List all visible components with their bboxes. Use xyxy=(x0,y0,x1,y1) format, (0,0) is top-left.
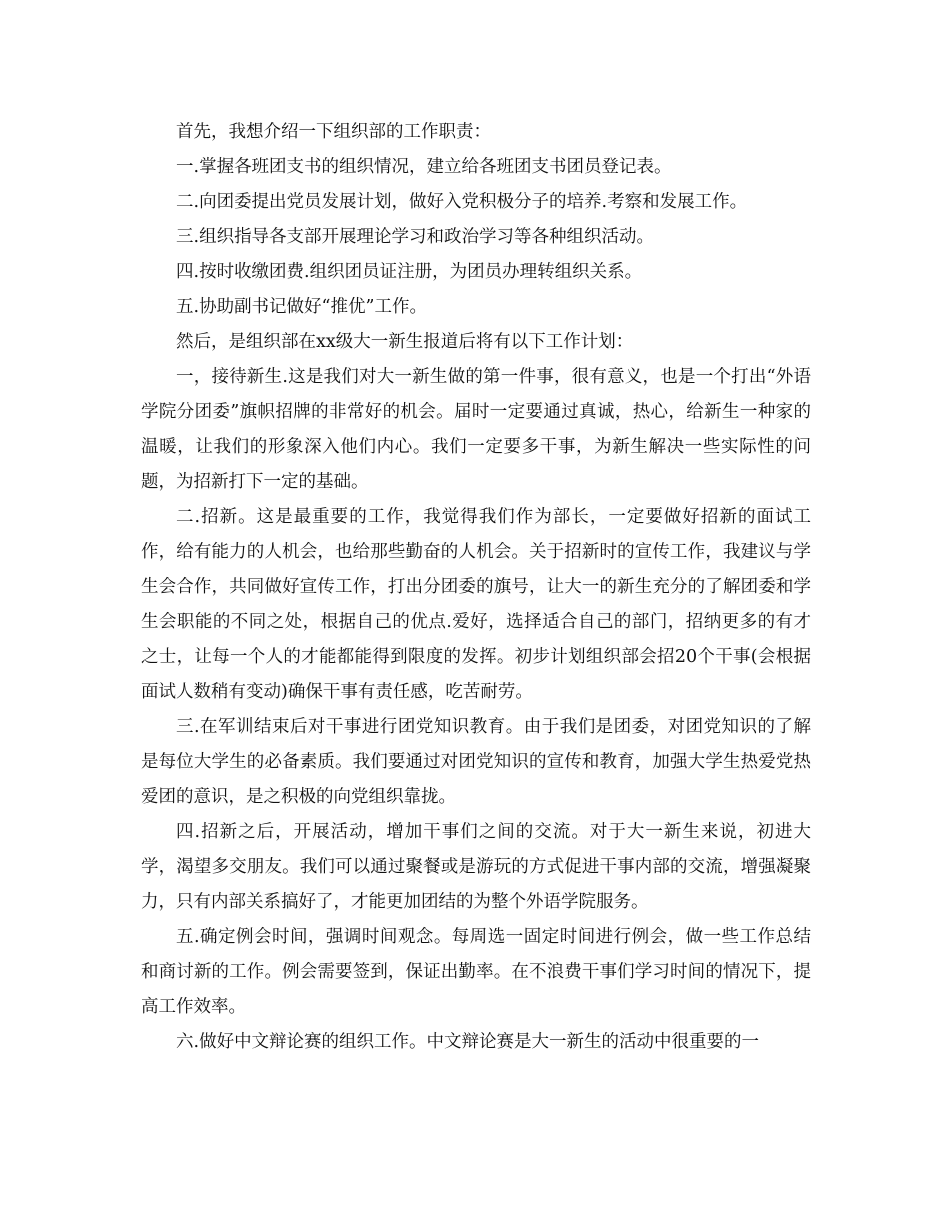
paragraph-plan-5: 五.确定例会时间，强调时间观念。每周选一固定时间进行例会，做一些工作总结和商讨新的工作。例会需要签到，保证出勤率。在不浪费干事们学习时间的情况下，提高工作效率。 xyxy=(141,927,811,1017)
paragraph-duty-1: 一.掌握各班团支书的组织情况，建立给各班团支书团员登记表。 xyxy=(176,157,672,177)
paragraph-plan-4: 四.招新之后，开展活动，增加干事们之间的交流。对于大一新生来说，初进大学，渴望多交朋友。我们可以通过聚餐或是游玩的方式促进干事内部的交流，增强凝聚力，只有内部关系搞好了，才能更加团结的为整个外语学院服务。 xyxy=(141,822,811,912)
paragraph-plan-intro: 然后，是组织部在xx级大一新生报道后将有以下工作计划： xyxy=(176,332,634,352)
paragraph-duty-5: 五.协助副书记做好“推优”工作。 xyxy=(176,297,427,317)
paragraph-plan-6: 六.做好中文辩论赛的组织工作。中文辩论赛是大一新生的活动中很重要的一 xyxy=(176,1032,760,1052)
paragraph-plan-3: 三.在军训结束后对干事进行团党知识教育。由于我们是团委，对团党知识的了解是每位大学生的必备素质。我们要通过对团党知识的宣传和教育，加强大学生热爱党热爱团的意识，是之积极的向党组织靠拢。 xyxy=(141,717,811,807)
paragraph-plan-2: 二.招新。这是最重要的工作，我觉得我们作为部长，一定要做好招新的面试工作，给有能力的人机会，也给那些勤奋的人机会。关于招新时的宣传工作，我建议与学生会合作，共同做好宣传工作，打出分团委的旗号，让大一的新生充分的了解团委和学生会职能的不同之处，根据自己的优点.爱好，选择适合自己的部门，招纳更多的有才之士，让每一个人的才能都能得到限度的发挥。初步计划组织部会招20个干事(会根据面试人数稍有变动)确保干事有责任感，吃苦耐劳。 xyxy=(141,507,811,702)
paragraph-duty-2: 二.向团委提出党员发展计划，做好入党积极分子的培养.考察和发展工作。 xyxy=(176,192,748,212)
paragraph-duty-3: 三.组织指导各支部开展理论学习和政治学习等各种组织活动。 xyxy=(176,227,655,247)
paragraph-duty-4: 四.按时收缴团费.组织团员证注册，为团员办理转组织关系。 xyxy=(176,262,643,282)
paragraph-intro: 首先，我想介绍一下组织部的工作职责： xyxy=(176,122,491,142)
paragraph-plan-1: 一，接待新生.这是我们对大一新生做的第一件事，很有意义，也是一个打出“外语学院分团委”旗帜招牌的非常好的机会。届时一定要通过真诚，热心，给新生一种家的温暖，让我们的形象深入他们内心。我们一定要多干事，为新生解决一些实际性的问题，为招新打下一定的基础。 xyxy=(141,367,811,492)
document-body xyxy=(141,115,811,1060)
